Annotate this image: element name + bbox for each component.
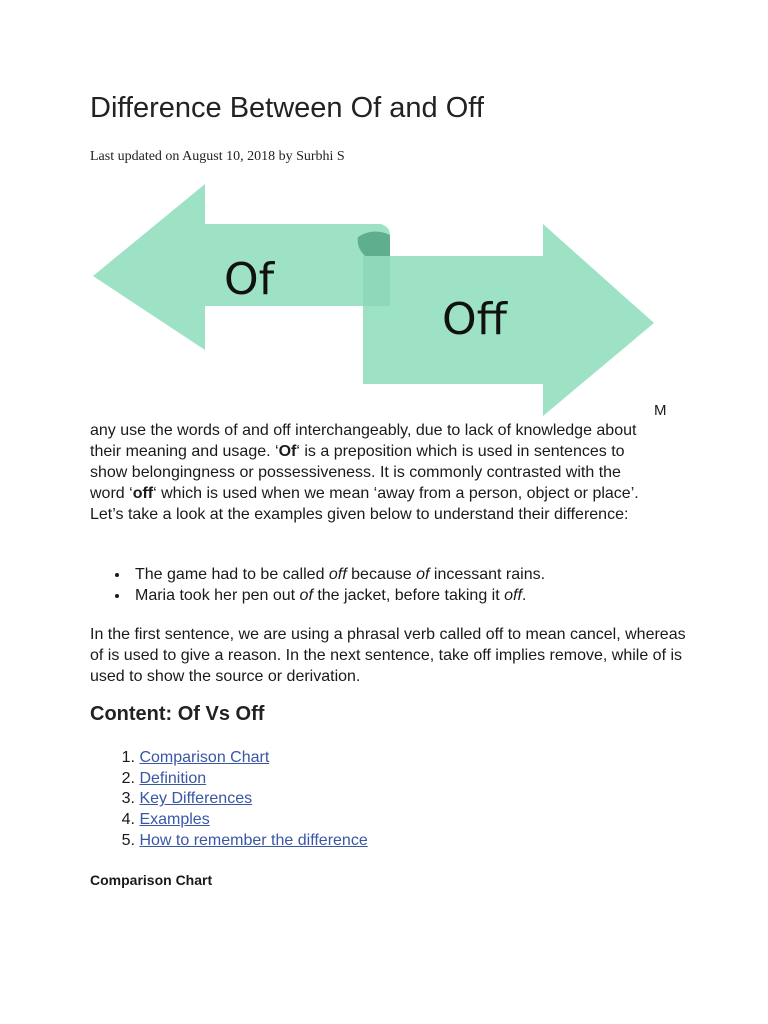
intro-text-1: any use the words of and off interchangeably, due to lack of knowledge about their meaning and usage. ‘: [90, 422, 637, 460]
hero-word-of: Of: [224, 254, 275, 305]
toc-number: 5.: [121, 831, 135, 849]
intro-text-3: ‘ which is used when we mean ‘away from a person, object or place’. Let’s take a look at the examples given below to understand their difference:: [90, 485, 639, 523]
toc-number: 2.: [121, 769, 135, 787]
intro-bold-off: off: [132, 485, 154, 502]
examples-list: [90, 564, 735, 606]
intro-bold-of: Of: [278, 443, 297, 460]
bullet-icon: [115, 594, 119, 598]
comparison-chart-heading: Comparison Chart: [90, 872, 213, 888]
toc-link-key-differences[interactable]: Key Differences: [139, 790, 253, 808]
example-item: Maria took her pen out of the jacket, before taking it off.: [135, 585, 735, 606]
toc-item: [90, 789, 368, 810]
right-arrow-shape: [363, 224, 654, 416]
contents-heading: Content: Of Vs Off: [90, 703, 265, 725]
toc-number: 1.: [121, 749, 135, 766]
toc-link-definition[interactable]: Definition: [139, 769, 207, 787]
fold-shadow: [358, 231, 390, 256]
toc-link-comparison-chart[interactable]: Comparison Chart: [139, 749, 270, 766]
dropped-initial-letter: M: [654, 402, 667, 419]
intro-paragraph: [90, 420, 660, 525]
toc-item: [90, 748, 368, 769]
hero-word-off: Off: [442, 294, 507, 345]
toc-item: [90, 769, 368, 790]
toc-number: 3.: [121, 790, 135, 808]
intro-text-2: ‘ is a preposition which is used in sentences to show belongingness or possessiveness. It is commonly contrasted with the word ‘: [90, 443, 625, 502]
of-off-arrows-illustration: [90, 183, 660, 418]
toc-number: 4.: [121, 811, 135, 829]
toc-link-examples[interactable]: Examples: [139, 811, 210, 829]
toc-item: [90, 810, 368, 831]
explanation-paragraph: In the first sentence, we are using a phrasal verb called off to mean cancel, whereas of is used to give a reason. In the next sentence, take off implies remove, while of is used to show the source or derivation.: [90, 626, 686, 685]
table-of-contents: [90, 748, 368, 852]
fold-highlight: [363, 256, 390, 306]
example-item: The game had to be called off because of incessant rains.: [135, 564, 735, 585]
toc-link-how-to-remember[interactable]: How to remember the difference: [139, 831, 368, 849]
byline: Last updated on August 10, 2018 by Surbhi S: [90, 149, 345, 164]
bullet-icon: [115, 573, 119, 577]
toc-item: [90, 831, 368, 852]
page-title: Difference Between Of and Off: [90, 92, 484, 124]
